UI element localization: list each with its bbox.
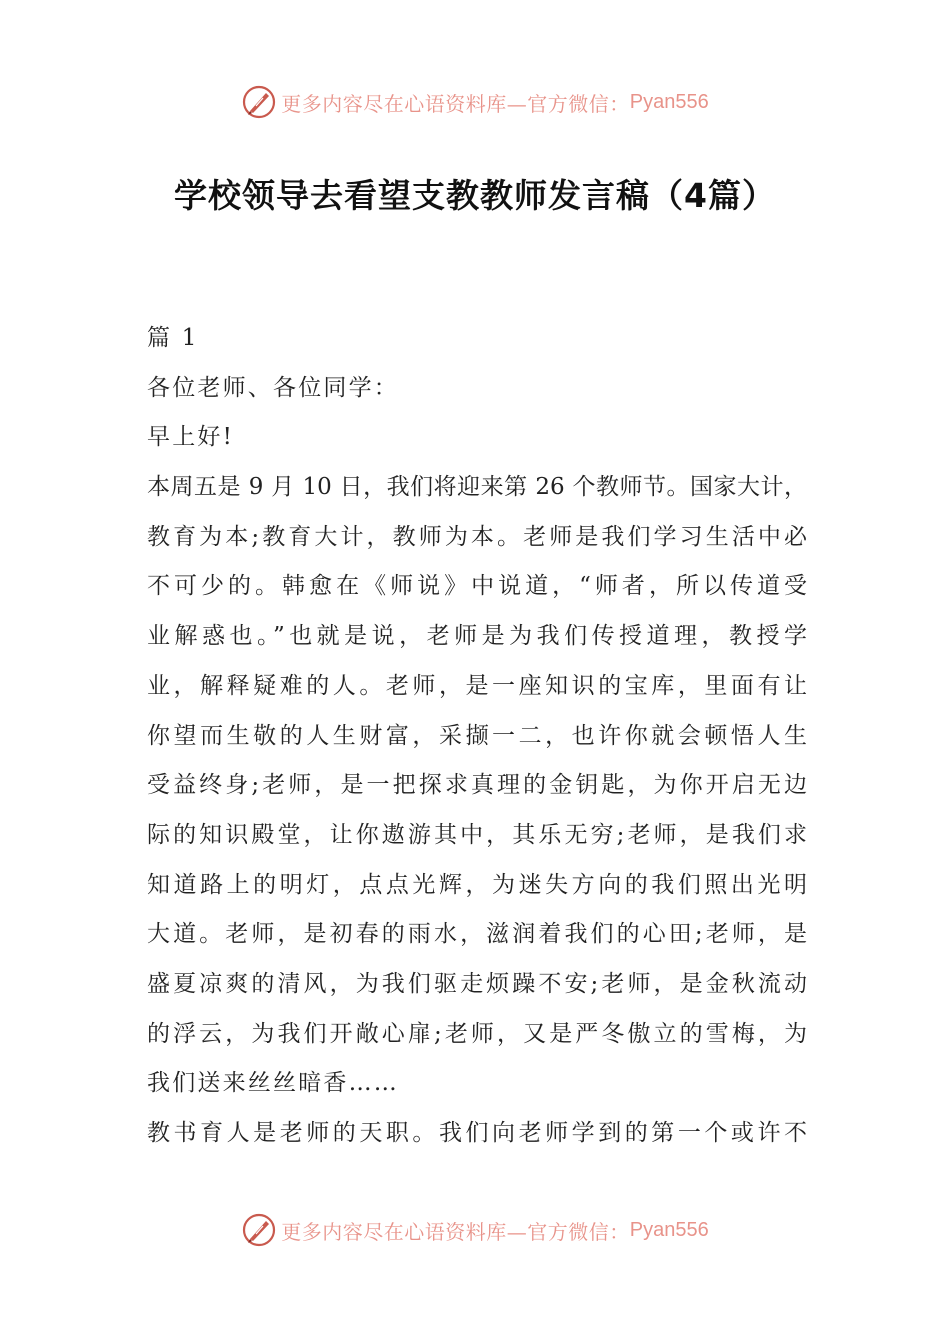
watermark-wechat-id: Pyan556 (629, 1218, 709, 1241)
watermark-text: 更多内容尽在心语资料库—官方微信： (281, 1219, 630, 1244)
footer-watermark (0, 1210, 950, 1250)
paragraph-line: 本周五是 9 月 10 日，我们将迎来第 26 个教师节。国家大计， (147, 474, 807, 501)
paragraph-2 (147, 1109, 807, 1159)
paragraph-1 (147, 463, 807, 1109)
document-body (147, 314, 807, 1159)
paragraph-line: 的浮云，为我们开敞心扉;老师，又是严冬傲立的雪梅，为 (147, 1020, 807, 1047)
paragraph-line: 业，解释疑难的人。老师，是一座知识的宝库，里面有让 (147, 672, 807, 699)
salutation: 各位老师、各位同学： (147, 374, 399, 401)
paragraph-line: 不可少的。韩愈在《师说》中说道，“师者，所以传道受 (147, 573, 807, 600)
paragraph-line: 教育为本;教育大计，教师为本。老师是我们学习生活中必 (147, 523, 807, 550)
paragraph-line: 我们送来丝丝暗香…… (147, 1070, 399, 1097)
header-watermark (0, 82, 950, 122)
paragraph-line: 你望而生敬的人生财富，采撷一二，也许你就会顿悟人生 (147, 722, 807, 749)
paragraph-line: 盛夏凉爽的清风，为我们驱走烦躁不安;老师，是金秋流动 (147, 970, 807, 997)
paragraph-line: 受益终身;老师，是一把探求真理的金钥匙，为你开启无边 (147, 772, 807, 799)
paragraph-line: 大道。老师，是初春的雨水，滋润着我们的心田;老师，是 (147, 921, 807, 948)
paragraph-line: 教书育人是老师的天职。我们向老师学到的第一个或许不 (147, 1120, 807, 1146)
quill-logo-icon (241, 84, 277, 120)
section-heading: 篇 1 (147, 325, 199, 351)
paragraph-line: 际的知识殿堂，让你遨游其中，其乐无穷;老师，是我们求 (147, 821, 807, 848)
document-title: 学校领导去看望支教教师发言稿（4篇） (174, 176, 776, 215)
paragraph-line: 知道路上的明灯，点点光辉，为迷失方向的我们照出光明 (147, 871, 807, 898)
watermark-text: 更多内容尽在心语资料库—官方微信： (281, 91, 630, 116)
watermark-wechat-id: Pyan556 (629, 90, 709, 113)
greeting: 早上好! (147, 424, 235, 451)
paragraph-line: 业解惑也。”也就是说，老师是为我们传授道理，教授学 (147, 623, 807, 650)
quill-logo-icon (241, 1212, 277, 1248)
